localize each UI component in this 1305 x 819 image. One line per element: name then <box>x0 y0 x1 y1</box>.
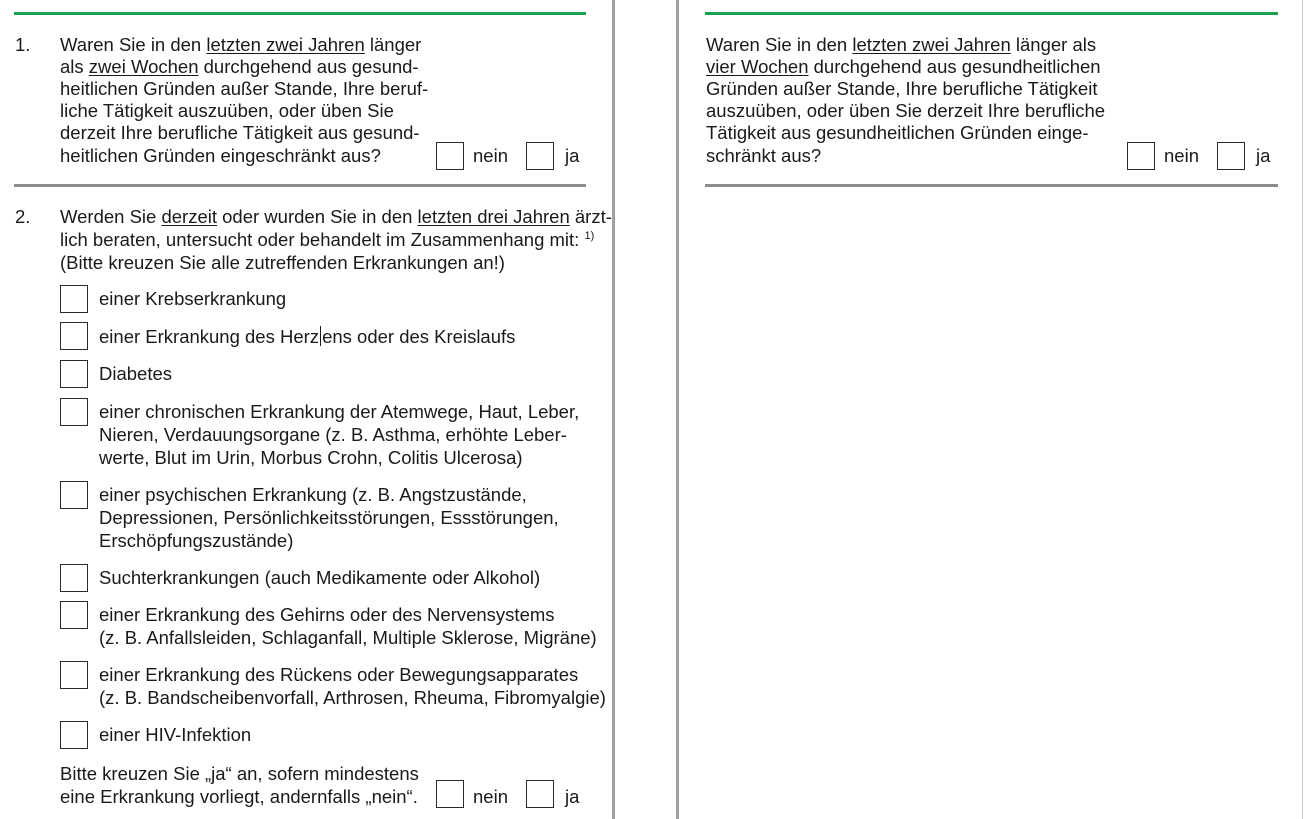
condition-checkbox-addiction[interactable] <box>60 564 88 592</box>
page-edge <box>1302 0 1303 819</box>
question-1b-line-2: vier Wochen durchgehend aus gesundheitlichen <box>706 56 1101 77</box>
question-2-nein-label: nein <box>473 786 508 807</box>
condition-checkbox-heart[interactable] <box>60 322 88 350</box>
question-1-ja-label: ja <box>565 145 580 166</box>
footnote-marker: 1) <box>584 229 595 242</box>
question-1-line-1: Waren Sie in den letzten zwei Jahren länger <box>60 34 422 55</box>
question-2-ja-label: ja <box>565 786 580 807</box>
question-1b-ja-checkbox[interactable] <box>1217 142 1245 170</box>
question-1-line-3: heitlichen Gründen außer Stande, Ihre beruf- <box>60 78 429 99</box>
question-1b-nein-label: nein <box>1164 145 1199 166</box>
condition-label-addiction: Suchterkrankungen (auch Medikamente oder Alkohol) <box>99 567 541 588</box>
condition-label-psychological-line-2: Depressionen, Persönlichkeitsstörungen, Essstörungen, <box>99 507 559 528</box>
question-1-line-6: heitlichen Gründen eingeschränkt aus? <box>60 145 381 166</box>
question-2-ja-checkbox[interactable] <box>526 780 554 808</box>
question-1b-line-4: auszuüben, oder üben Sie derzeit Ihre berufliche <box>706 100 1106 121</box>
question-2-line-2: lich beraten, untersucht oder behandelt im Zusammenhang mit: $^{1)}$ <box>60 229 595 250</box>
condition-checkbox-diabetes[interactable] <box>60 360 88 388</box>
question-2-number: 2. <box>15 206 31 227</box>
question-1-ja-checkbox[interactable] <box>526 142 554 170</box>
left-question-separator <box>14 184 586 187</box>
condition-label-nervous-system-line-1: einer Erkrankung des Gehirns oder des Nervensystems <box>99 604 555 625</box>
text-cursor <box>320 326 321 346</box>
condition-checkbox-psychological[interactable] <box>60 481 88 509</box>
question-1-line-4: liche Tätigkeit auszuüben, oder üben Sie <box>60 100 394 121</box>
condition-label-diabetes: Diabetes <box>99 363 173 384</box>
column-divider-right <box>676 0 679 819</box>
condition-label-hiv: einer HIV-Infektion <box>99 724 252 745</box>
condition-label-chronic-line-3: werte, Blut im Urin, Morbus Crohn, Colitis Ulcerosa) <box>99 447 523 468</box>
right-top-rule <box>705 12 1278 15</box>
condition-checkbox-back[interactable] <box>60 661 88 689</box>
question-1b-line-5: Tätigkeit aus gesundheitlichen Gründen einge- <box>706 122 1089 143</box>
condition-checkbox-nervous-system[interactable] <box>60 601 88 629</box>
condition-label-chronic-line-1: einer chronischen Erkrankung der Atemwege, Haut, Leber, <box>99 401 580 422</box>
condition-label-nervous-system-line-2: (z. B. Anfallsleiden, Schlaganfall, Multiple Sklerose, Migräne) <box>99 627 597 648</box>
condition-label-psychological-line-3: Erschöpfungszustände) <box>99 530 294 551</box>
condition-label-heart: einer Erkrankung des Herz ens oder des Kreislaufs <box>99 326 516 347</box>
question-2-summary-line-2: eine Erkrankung vorliegt, andernfalls „nein“. <box>60 786 418 807</box>
condition-checkbox-cancer[interactable] <box>60 285 88 313</box>
question-1-nein-checkbox[interactable] <box>436 142 464 170</box>
question-1b-line-3: Gründen außer Stande, Ihre berufliche Tätigkeit <box>706 78 1098 99</box>
question-2-line-1: Werden Sie derzeit oder wurden Sie in den letzten drei Jahren ärzt- <box>60 206 612 227</box>
question-1b-line-1: Waren Sie in den letzten zwei Jahren länger als <box>706 34 1097 55</box>
question-2-summary-line-1: Bitte kreuzen Sie „ja“ an, sofern mindestens <box>60 763 419 784</box>
question-1b-ja-label: ja <box>1256 145 1271 166</box>
condition-label-back-line-2: (z. B. Bandscheibenvorfall, Arthrosen, Rheuma, Fibromyalgie) <box>99 687 606 708</box>
question-2-nein-checkbox[interactable] <box>436 780 464 808</box>
column-divider-left <box>612 0 615 819</box>
condition-checkbox-hiv[interactable] <box>60 721 88 749</box>
question-1-line-2: als zwei Wochen durchgehend aus gesund- <box>60 56 419 77</box>
question-2-instruction: (Bitte kreuzen Sie alle zutreffenden Erkrankungen an!) <box>60 252 505 273</box>
question-1-nein-label: nein <box>473 145 508 166</box>
condition-label-chronic-line-2: Nieren, Verdauungsorgane (z. B. Asthma, erhöhte Leber- <box>99 424 567 445</box>
left-top-rule <box>14 12 586 15</box>
question-1-line-5: derzeit Ihre berufliche Tätigkeit aus gesund- <box>60 122 420 143</box>
condition-label-psychological-line-1: einer psychischen Erkrankung (z. B. Angstzustände, <box>99 484 527 505</box>
question-1b-nein-checkbox[interactable] <box>1127 142 1155 170</box>
question-1b-line-6: schränkt aus? <box>706 145 822 166</box>
question-1-number: 1. <box>15 34 31 55</box>
right-question-separator <box>705 184 1278 187</box>
condition-checkbox-chronic[interactable] <box>60 398 88 426</box>
condition-label-cancer: einer Krebserkrankung <box>99 288 287 309</box>
condition-label-back-line-1: einer Erkrankung des Rückens oder Bewegungsapparates <box>99 664 579 685</box>
